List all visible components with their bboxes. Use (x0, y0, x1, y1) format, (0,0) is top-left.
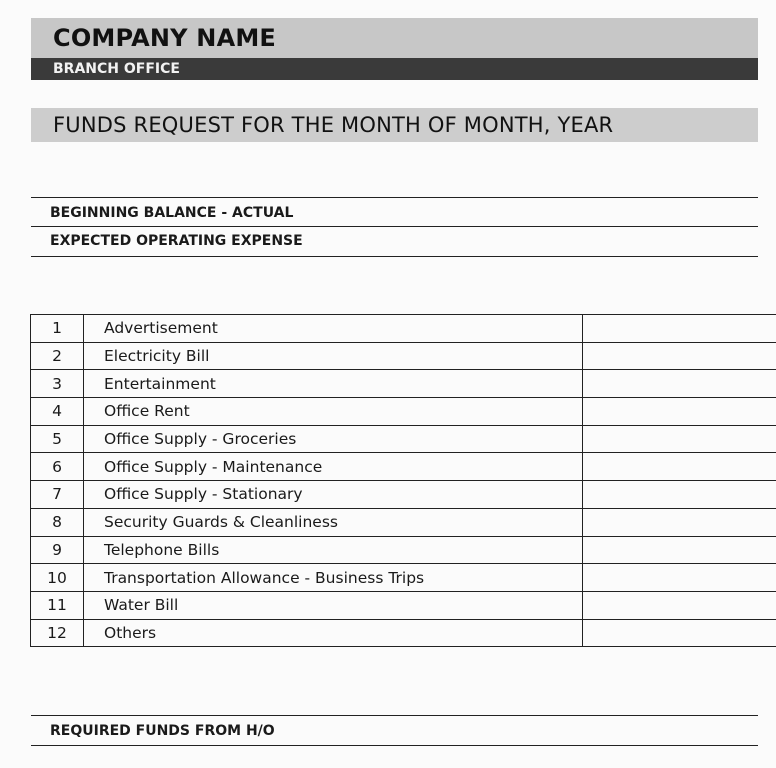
expense-item: Office Supply - Maintenance (84, 453, 583, 481)
amount-cell[interactable] (583, 315, 776, 343)
expense-item: Electricity Bill (84, 342, 583, 370)
title-band (31, 108, 758, 142)
row-number: 9 (31, 536, 84, 564)
amount-cell[interactable] (583, 425, 776, 453)
amount-cell[interactable] (583, 619, 776, 647)
branch-office-label: BRANCH OFFICE (53, 61, 180, 77)
table-row (31, 370, 776, 398)
table-row (31, 453, 776, 481)
row-number: 11 (31, 591, 84, 619)
expense-item: Security Guards & Cleanliness (84, 508, 583, 536)
divider-line (31, 715, 758, 716)
amount-cell[interactable] (583, 342, 776, 370)
expected-expense-label: EXPECTED OPERATING EXPENSE (50, 233, 303, 249)
table-row (31, 508, 776, 536)
table-row (31, 536, 776, 564)
table-row (31, 342, 776, 370)
amount-cell[interactable] (583, 370, 776, 398)
amount-cell[interactable] (583, 481, 776, 509)
expense-item: Advertisement (84, 315, 583, 343)
branch-header-band (31, 58, 758, 80)
required-funds-label: REQUIRED FUNDS FROM H/O (50, 723, 275, 739)
row-number: 6 (31, 453, 84, 481)
expense-table (30, 314, 776, 647)
row-number: 3 (31, 370, 84, 398)
table-row (31, 481, 776, 509)
amount-cell[interactable] (583, 508, 776, 536)
company-name: COMPANY NAME (53, 24, 277, 52)
table-row (31, 619, 776, 647)
table-row (31, 591, 776, 619)
company-header-band (31, 18, 758, 58)
expense-item: Others (84, 619, 583, 647)
expense-item: Office Supply - Groceries (84, 425, 583, 453)
table-row (31, 315, 776, 343)
divider-line (31, 745, 758, 746)
table-row (31, 398, 776, 426)
expense-item: Water Bill (84, 591, 583, 619)
table-row (31, 425, 776, 453)
row-number: 10 (31, 564, 84, 592)
expense-item: Telephone Bills (84, 536, 583, 564)
expense-item: Office Supply - Stationary (84, 481, 583, 509)
amount-cell[interactable] (583, 398, 776, 426)
table-row (31, 564, 776, 592)
amount-cell[interactable] (583, 536, 776, 564)
expense-item: Transportation Allowance - Business Trips (84, 564, 583, 592)
expense-item: Office Rent (84, 398, 583, 426)
amount-cell[interactable] (583, 453, 776, 481)
row-number: 5 (31, 425, 84, 453)
row-number: 12 (31, 619, 84, 647)
beginning-balance-label: BEGINNING BALANCE - ACTUAL (50, 205, 294, 221)
row-number: 2 (31, 342, 84, 370)
row-number: 4 (31, 398, 84, 426)
row-number: 7 (31, 481, 84, 509)
amount-cell[interactable] (583, 564, 776, 592)
row-number: 1 (31, 315, 84, 343)
divider-line (31, 197, 758, 198)
amount-cell[interactable] (583, 591, 776, 619)
form-title: FUNDS REQUEST FOR THE MONTH OF MONTH, YEAR (53, 113, 614, 137)
divider-line (31, 226, 758, 227)
row-number: 8 (31, 508, 84, 536)
divider-line (31, 256, 758, 257)
expense-item: Entertainment (84, 370, 583, 398)
